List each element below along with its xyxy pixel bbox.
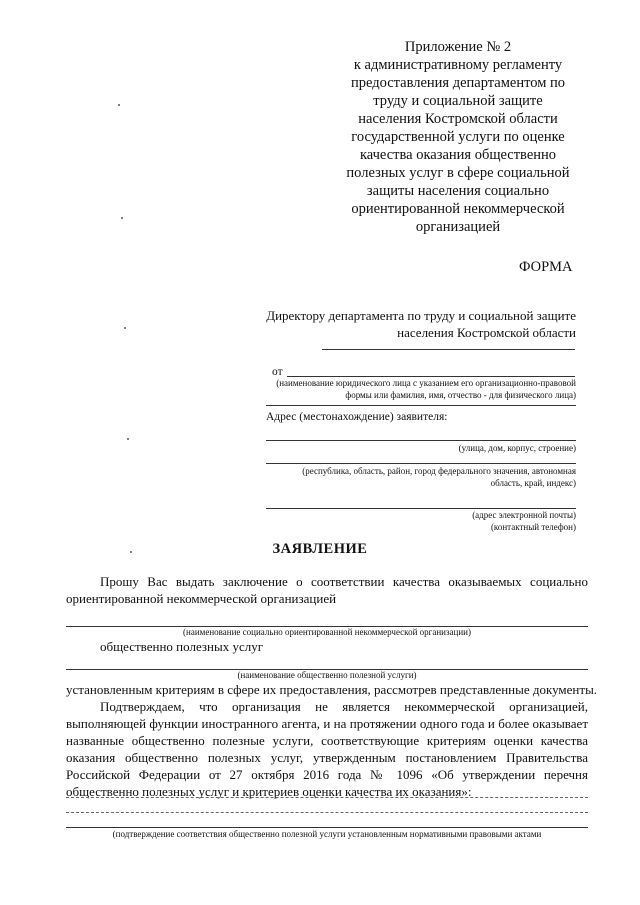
confirm-line-1 — [66, 797, 588, 798]
document-title: ЗАЯВЛЕНИЕ — [272, 541, 368, 557]
scan-mark — [124, 327, 126, 329]
scan-mark — [118, 104, 120, 106]
from-field-line — [287, 376, 575, 377]
address-line-1 — [266, 440, 576, 441]
from-caption-2: формы или фамилия, имя, отчество - для физического лица) — [345, 390, 576, 400]
region-caption-1: (республика, область, район, город федерального значения, автономная — [302, 466, 576, 476]
appendix-line: населения Костромской области — [358, 111, 558, 127]
addressee-underline — [322, 349, 575, 350]
phone-caption: (контактный телефон) — [490, 522, 576, 532]
service-caption: (наименование общественно полезной услуги) — [237, 670, 417, 680]
established-line: установленным критериям в сфере их предоставления, рассмотрев представленные документы. — [66, 682, 598, 697]
region-caption-2: область, край, индекс) — [490, 478, 576, 488]
confirm-line-3 — [66, 827, 588, 828]
from-second-line — [266, 405, 576, 406]
appendix-line: защиты населения социально — [366, 183, 550, 199]
services-label: общественно полезных услуг — [100, 639, 264, 654]
request-line-2: ориентированной некоммерческой организацией — [66, 591, 337, 606]
street-caption: (улица, дом, корпус, строение) — [458, 443, 576, 453]
appendix-line: государственной услуги по оценке — [351, 129, 565, 145]
address-label: Адрес (местонахождение) заявителя: — [266, 411, 448, 423]
appendix-header — [318, 38, 598, 236]
from-caption-1: (наименование юридического лица с указанием его организационно-правовой — [276, 378, 576, 388]
appendix-line: предоставления департаментом по — [350, 75, 566, 91]
form-label: ФОРМА — [519, 259, 573, 275]
addressee-line-1: Директору департамента по труду и социальной защите — [266, 308, 576, 323]
appendix-line: Приложение № 2 — [404, 39, 512, 55]
confirm-paragraph: Подтверждаем, что организация не является некоммерческой организацией, выполняющей функции иностранного агента, и на протяжении одного года и более оказывает названные общественно полезные услуги, соответствующие критериям оценки качества оказания общественно полезных услуг, утвержденным постановлением Правительства Российской Федерации от 27 октября 2016 года № 1096 «Об утверждении перечня общественно полезных услуг и критериев оценки качества их оказания»: — [66, 699, 588, 799]
appendix-line: организацией — [415, 219, 501, 235]
confirm-line-2 — [66, 812, 588, 813]
scan-mark — [127, 438, 129, 440]
scan-mark — [121, 217, 123, 219]
email-caption: (адрес электронной почты) — [472, 510, 576, 520]
org-caption: (наименование социально ориентированной некоммерческой организации) — [183, 627, 471, 637]
from-label: от — [272, 366, 283, 378]
email-line — [266, 508, 576, 509]
appendix-line: полезных услуг в сфере социальной — [346, 165, 570, 181]
request-line-1: Прошу Вас выдать заключение о соответствии качества оказываемых социально — [100, 574, 588, 589]
appendix-line: качества оказания общественно — [359, 147, 557, 163]
appendix-line: труду и социальной защите — [373, 93, 543, 109]
appendix-line: к административному регламенту — [353, 57, 563, 73]
confirm-caption: (подтверждение соответствия общественно полезной услуги установленным нормативными правовыми актами — [112, 829, 542, 839]
appendix-line: ориентированной некоммерческой — [351, 201, 565, 217]
address-line-2 — [266, 463, 576, 464]
addressee-line-2: населения Костромской области — [397, 325, 576, 340]
